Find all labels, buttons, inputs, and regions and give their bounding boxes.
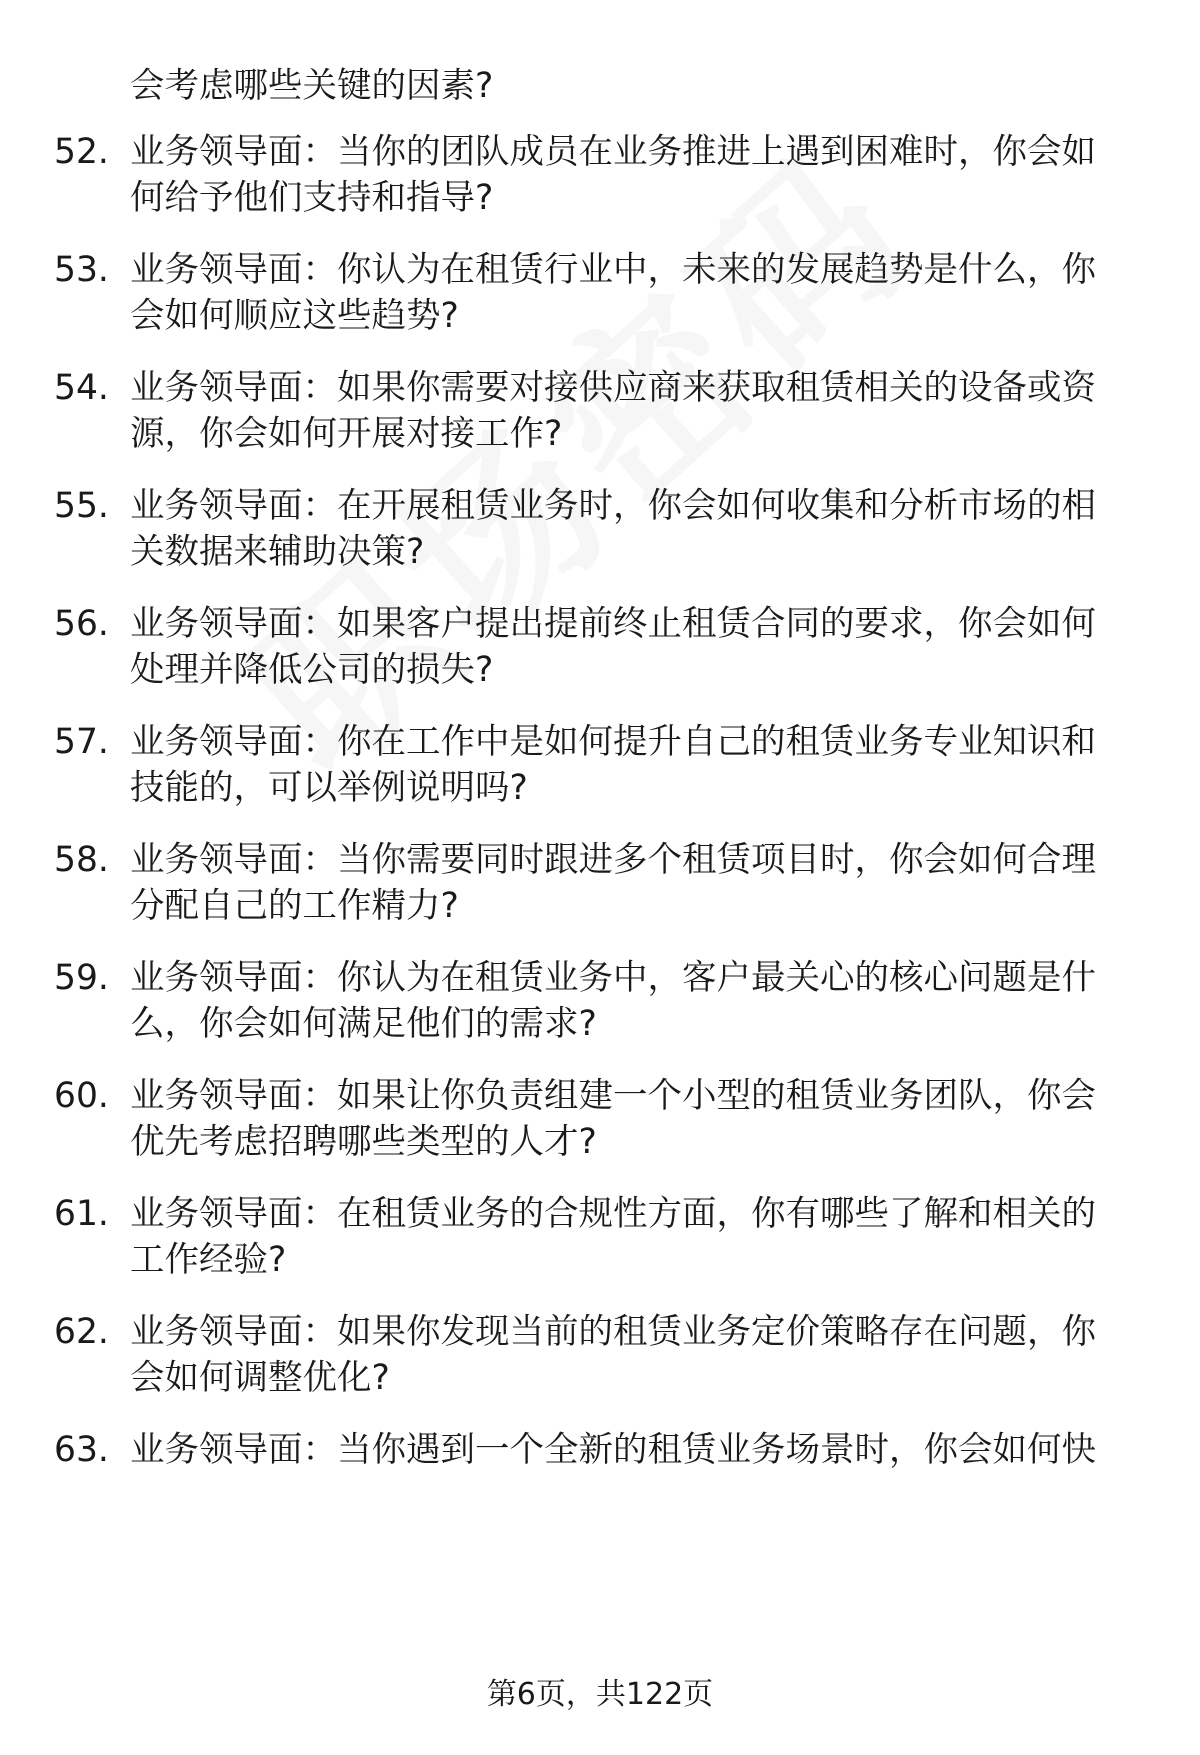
question-line-2: 技能的，可以举例说明吗? [130,768,528,808]
question-line-1: 业务领导面：当你遇到一个全新的租赁业务场景时，你会如何快 [130,1430,1096,1470]
question-number: 58. [54,840,109,880]
question-line-2: 工作经验? [130,1240,287,1280]
page-footer: 第6页，共122页 [486,1677,714,1712]
question-line-2: 优先考虑招聘哪些类型的人才? [130,1122,597,1162]
question-line-1: 业务领导面：在租赁业务的合规性方面，你有哪些了解和相关的 [130,1194,1096,1234]
question-number: 60. [54,1076,109,1116]
question-number: 53. [54,250,109,290]
question-number: 52. [54,132,109,172]
question-line-1: 业务领导面：你认为在租赁业务中，客户最关心的核心问题是什 [130,958,1096,998]
continuation-line: 会考虑哪些关键的因素? [130,66,494,106]
question-line-1: 业务领导面：当你需要同时跟进多个租赁项目时，你会如何合理 [130,840,1096,880]
question-number: 56. [54,604,109,644]
question-number: 55. [54,486,109,526]
question-number: 63. [54,1430,109,1470]
question-line-1: 业务领导面：如果客户提出提前终止租赁合同的要求，你会如何 [130,604,1096,644]
question-line-2: 处理并降低公司的损失? [130,650,494,690]
question-number: 57. [54,722,109,762]
question-line-1: 业务领导面：如果你发现当前的租赁业务定价策略存在问题，你 [130,1312,1096,1352]
question-line-2: 么，你会如何满足他们的需求? [130,1004,597,1044]
question-number: 62. [54,1312,109,1352]
question-line-1: 业务领导面：在开展租赁业务时，你会如何收集和分析市场的相 [130,486,1096,526]
question-line-2: 何给予他们支持和指导? [130,178,494,218]
question-line-2: 关数据来辅助决策? [130,532,425,572]
question-line-1: 业务领导面：你在工作中是如何提升自己的租赁业务专业知识和 [130,722,1096,762]
question-line-1: 业务领导面：如果让你负责组建一个小型的租赁业务团队，你会 [130,1076,1096,1116]
question-line-1: 业务领导面：当你的团队成员在业务推进上遇到困难时，你会如 [130,132,1096,172]
question-line-2: 源，你会如何开展对接工作? [130,414,563,454]
question-number: 59. [54,958,109,998]
question-line-2: 会如何顺应这些趋势? [130,296,459,336]
question-line-2: 分配自己的工作精力? [130,886,459,926]
question-line-1: 业务领导面：你认为在租赁行业中，未来的发展趋势是什么，你 [130,250,1096,290]
question-line-1: 业务领导面：如果你需要对接供应商来获取租赁相关的设备或资 [130,368,1096,408]
question-line-2: 会如何调整优化? [130,1358,390,1398]
question-number: 54. [54,368,109,408]
question-number: 61. [54,1194,109,1234]
